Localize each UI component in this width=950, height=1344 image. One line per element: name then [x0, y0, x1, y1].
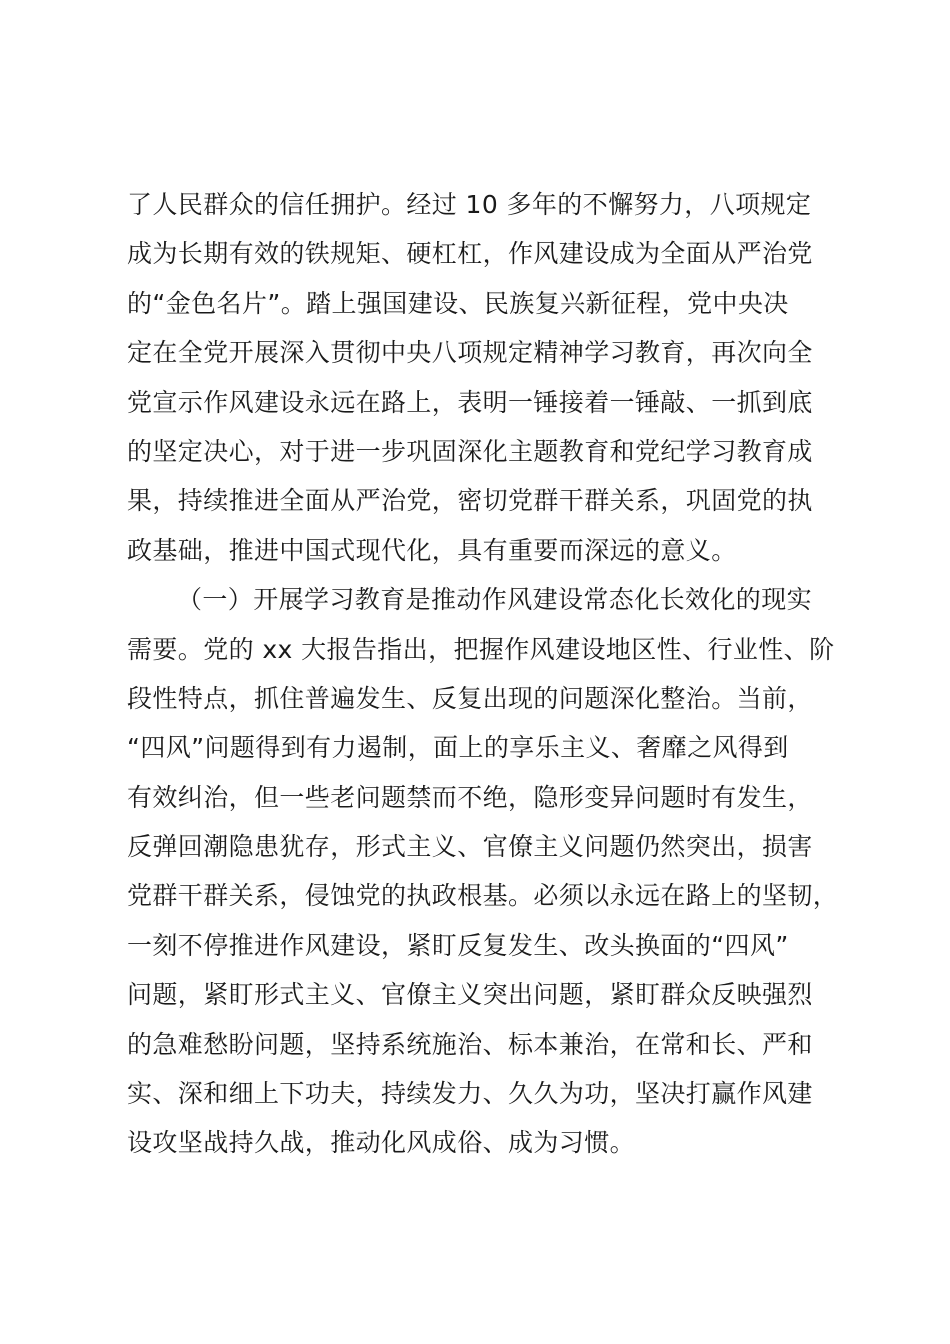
text-line: 段性特点，抓住普遍发生、反复出现的问题深化整治。当前，: [127, 683, 813, 713]
text-line: 设攻坚战持久战，推动化风成俗、成为习惯。: [127, 1128, 636, 1158]
text-line: 反弹回潮隐患犹存，形式主义、官僚主义问题仍然突出，损害: [127, 832, 813, 862]
text-line: 的坚定决心，对于进一步巩固深化主题教育和党纪学习教育成: [127, 436, 813, 466]
text-line: 需要。党的 xx 大报告指出，把握作风建设地区性、行业性、阶: [127, 634, 835, 664]
text-line: 党宣示作风建设永远在路上，表明一锤接着一锤敲、一抓到底: [127, 387, 813, 417]
text-line: 实、深和细上下功夫，持续发力、久久为功，坚决打赢作风建: [127, 1079, 813, 1109]
text-line: “四风”问题得到有力遏制，面上的享乐主义、奢靡之风得到: [127, 733, 789, 763]
text-line: 一刻不停推进作风建设，紧盯反复发生、改头换面的“四风”: [127, 930, 789, 960]
text-line: 成为长期有效的铁规矩、硬杠杠，作风建设成为全面从严治党: [127, 239, 813, 269]
text-line: 政基础，推进中国式现代化，具有重要而深远的意义。: [127, 535, 737, 565]
text-line: 的急难愁盼问题，坚持系统施治、标本兼治，在常和长、严和: [127, 1029, 813, 1059]
text-line: 了人民群众的信任拥护。经过 10 多年的不懈努力，八项规定: [127, 190, 812, 219]
section-heading-line: （一）开展学习教育是推动作风建设常态化长效化的现实: [177, 585, 813, 615]
text-line: 的“金色名片”。踏上强国建设、民族复兴新征程，党中央决: [127, 288, 789, 318]
text-line: 有效纠治，但一些老问题禁而不绝，隐形变异问题时有发生，: [127, 782, 813, 812]
text-line: 果，持续推进全面从严治党，密切党群干群关系，巩固党的执: [127, 486, 813, 516]
text-line: 定在全党开展深入贯彻中央八项规定精神学习教育，再次向全: [127, 338, 813, 368]
document-body: [127, 180, 837, 1168]
paragraph-continuation: [127, 180, 837, 575]
text-line: 问题，紧盯形式主义、官僚主义突出问题，紧盯群众反映强烈: [127, 980, 813, 1010]
text-line: 党群干群关系，侵蚀党的执政根基。必须以永远在路上的坚韧，: [127, 881, 839, 911]
section-one-paragraph: [127, 575, 837, 1168]
